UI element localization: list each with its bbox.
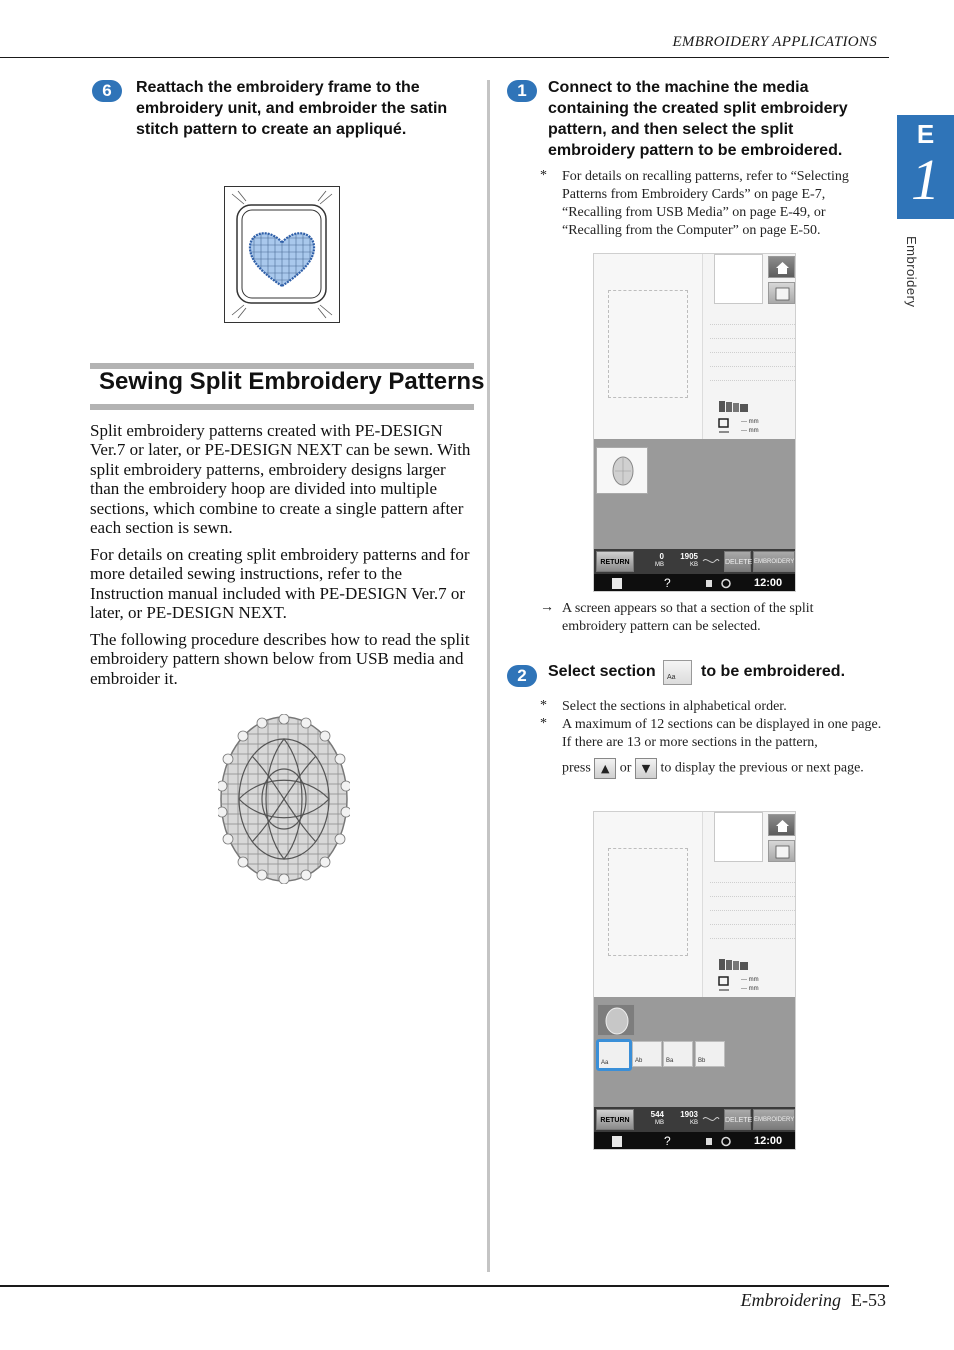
step-badge-6: 6 [92,80,122,102]
pattern-size: 1905 KB [680,552,698,568]
manual-icon[interactable] [612,578,622,589]
preview-frame [608,848,688,956]
section-bar-bottom [90,404,474,410]
command-bar [594,1107,796,1132]
thread-icon [702,1113,720,1125]
list-line [710,352,795,353]
return-button[interactable]: RETURN [596,551,634,572]
running-header: EMBROIDERY APPLICATIONS [672,34,877,50]
section-label: Ab [635,1058,643,1064]
pattern-thumbnail-icon [597,448,649,495]
pattern-preview-area [594,254,703,439]
body-paragraph-3: The following procedure describes how to read the split embroidery pattern shown below from USB media and embroider it. [90,630,470,688]
column-divider [487,80,490,1272]
pattern-thumbnail-icon [598,1005,636,1037]
step-badge-1: 1 [507,80,537,102]
memory-button[interactable] [768,282,795,304]
delete-button[interactable]: DELETE [724,1109,751,1130]
settings-icon[interactable] [704,577,734,590]
list-line [710,324,795,325]
section-label: Aa [601,1060,609,1066]
help-icon[interactable]: ? [664,1134,671,1148]
step-2-note-mark: * [540,716,547,731]
used-memory: 544 MB [650,1110,664,1126]
press-text: press [562,760,591,776]
home-icon [769,815,796,837]
list-line [710,910,795,911]
section-key-illustration [663,660,692,685]
clock: 12:00 [754,577,783,589]
section-button-aa[interactable] [596,1039,632,1071]
step-badge-2: 2 [507,665,537,687]
footer [741,1290,886,1311]
command-bar [594,549,796,574]
step-2-note-mark: * [540,698,547,713]
chapter-tab [897,115,954,219]
list-line [710,882,795,883]
body-paragraph-1: Split embroidery patterns created with PE-DESIGN Ver.7 or later, or PE-DESIGN NEXT can be sewn. With split embroidery patterns, embroidery designs larger than the embroidery hoop are divided into multiple sections, which combine to create a single pattern after each section is sewn. [90,421,471,538]
split-pattern-thumbnail[interactable] [597,1004,635,1036]
thread-icon [702,555,720,567]
list-line [710,380,795,381]
pattern-thumbnail-box [714,812,763,862]
pattern-width: --- mm [741,428,759,434]
section-label: Ba [666,1058,674,1064]
embroidery-button[interactable]: EMBROIDERY [753,1109,795,1130]
footer-section: Embroidering [740,1290,841,1310]
list-line [710,366,795,367]
list-line [710,338,795,339]
step-2-title-start: Select section [548,663,656,680]
chapter-number: 1 [911,147,940,212]
manual-icon[interactable] [612,1136,622,1147]
pattern-size: 1903 KB [680,1110,698,1126]
return-button[interactable]: RETURN [596,1109,634,1130]
chapter-letter: E [916,119,935,149]
step-2-title-end: to be embroidered. [701,663,846,680]
split-embroidery-pattern-illustration [218,714,350,884]
body-paragraph-2: For details on creating split embroidery patterns and for more detailed sewing instructions, refer to the Instruction manual included with PE-DESIGN Ver.7 or later, or PE-DESIGN NEXT. [90,545,470,623]
status-bar [594,574,796,592]
settings-icon[interactable] [704,1135,734,1148]
section-selection-area [594,997,796,1107]
split-pattern-thumbnail[interactable] [596,447,648,494]
home-button[interactable] [768,256,795,278]
section-button-bb[interactable] [695,1041,725,1067]
home-button[interactable] [768,814,795,836]
or-text: or [619,760,632,776]
clock: 12:00 [754,1135,783,1147]
footer-rule [0,1285,889,1287]
memory-card-icon [769,841,796,863]
pattern-selection-area [594,439,796,549]
section-button-ba[interactable] [663,1041,693,1067]
step-6-title: Reattach the embroidery frame to the embroidery unit, and embroider the satin stitch pattern to create an appliqué. [136,79,448,138]
chapter-side-label: Embroidery [904,236,919,308]
step-1-result-mark: → [540,600,554,615]
step-1-result: A screen appears so that a section of the split embroidery pattern can be selected. [562,601,814,634]
step-2-note-2: A maximum of 12 sections can be displayed in one page. If there are 13 or more sections in the pattern, [562,717,882,750]
size-icon [718,418,732,436]
step-1-title: Connect to the machine the media containing the created split embroidery pattern, and then select the split embroidery pattern to be embroidered. [548,79,848,159]
home-icon [769,257,796,279]
section-label: Bb [698,1058,706,1064]
note-end-text: to display the previous or next page. [660,760,864,776]
thread-spools-icon [718,399,750,413]
size-icon [718,976,732,994]
step-1-note: For details on recalling patterns, refer to “Selecting Patterns from Embroidery Cards” on page E-7, “Recalling from USB Media” on page E-49, or “Recalling from the Computer” on page E-50. [562,169,849,238]
pattern-thumbnail-box [714,254,763,304]
page-up-key: ▲ [594,758,616,779]
preview-frame [608,290,688,398]
applique-frame-illustration [224,186,340,323]
page-down-key: ▼ [635,758,657,779]
pattern-preview-area [594,812,703,997]
step-1-note-mark: * [540,168,547,183]
memory-card-icon [769,283,796,305]
help-icon[interactable]: ? [664,576,671,590]
section-key-label: Aa [667,674,676,681]
embroidery-button[interactable]: EMBROIDERY [753,551,795,572]
delete-button[interactable]: DELETE [724,551,751,572]
page-number: E-53 [851,1290,886,1310]
section-button-ab[interactable] [632,1041,662,1067]
section-title: Sewing Split Embroidery Patterns [99,368,485,395]
header-rule [0,57,889,58]
step-2-note-1: Select the sections in alphabetical order. [562,699,787,714]
step-2-note-2-cont [562,758,882,779]
pattern-height: --- mm [741,419,759,425]
machine-screen-pattern-list [593,253,796,592]
used-memory: 0 MB [655,552,664,568]
list-line [710,938,795,939]
list-line [710,924,795,925]
status-bar [594,1132,796,1150]
thread-spools-icon [718,957,750,971]
pattern-height: --- mm [741,977,759,983]
machine-screen-section-select [593,811,796,1150]
list-line [710,896,795,897]
pattern-width: --- mm [741,986,759,992]
memory-button[interactable] [768,840,795,862]
